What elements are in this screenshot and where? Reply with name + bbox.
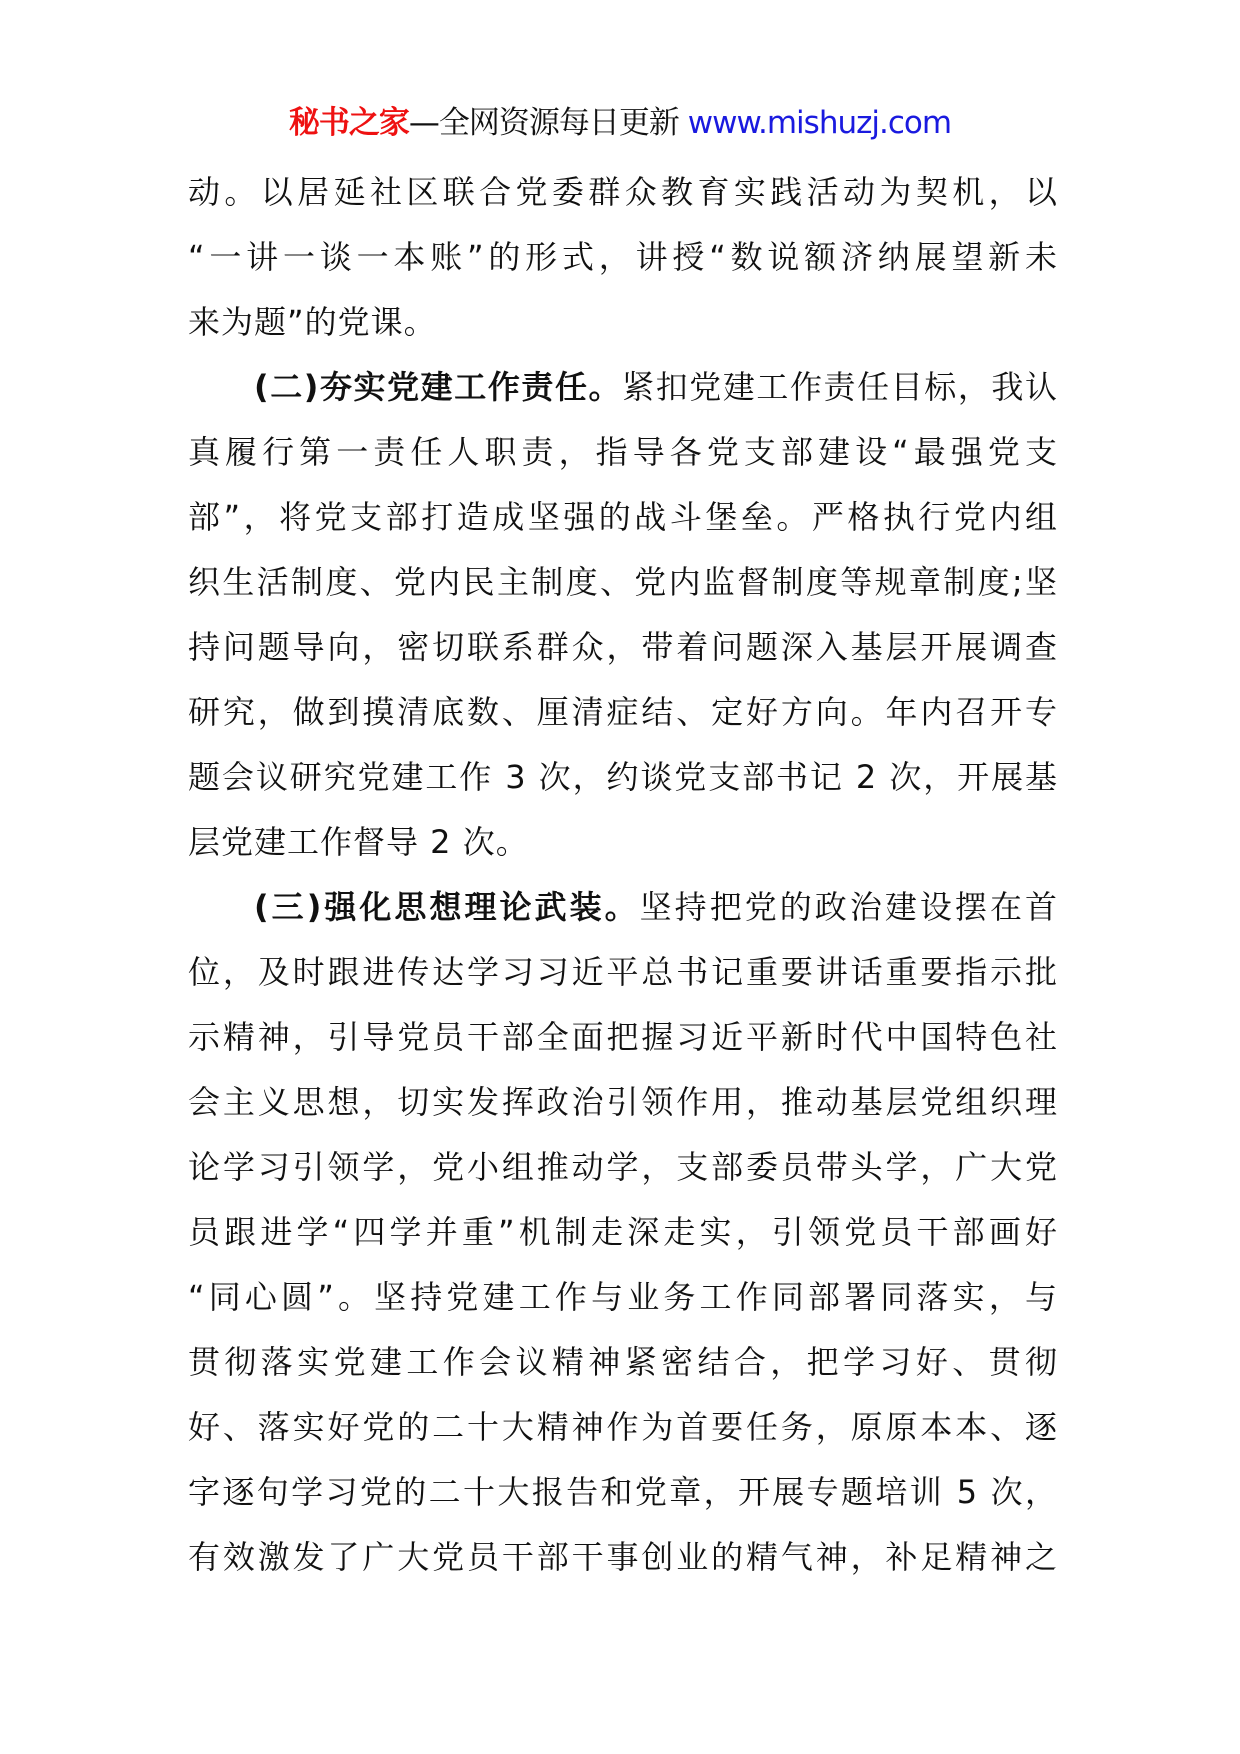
text-line: 部”，将党支部打造成坚强的战斗堡垒。严格执行党内组 [188,498,1058,536]
page-header [0,101,1240,145]
text-line: 持问题导向，密切联系群众，带着问题深入基层开展调查 [188,628,1058,666]
section-heading: (三)强化思想理论武装。 [254,888,640,926]
header-tagline: —全网资源每日更新 [408,105,688,141]
text-line [188,355,1058,420]
header-url-link[interactable]: www.mishuzj.com [687,105,952,141]
text-line: 字逐句学习党的二十大报告和党章，开展专题培训 5 次， [188,1473,1058,1511]
text-line: “一讲一谈一本账”的形式，讲授“数说额济纳展望新未 [188,238,1058,276]
paragraph [188,160,1058,355]
text-line: 织生活制度、党内民主制度、党内监督制度等规章制度;坚 [188,563,1058,601]
text-line: 来为题”的党课。 [188,303,437,341]
text-line: 论学习引领学，党小组推动学，支部委员带头学，广大党 [188,1148,1058,1186]
text-run: 坚持把党的政治建设摆在首 [639,888,1058,926]
text-line: 层党建工作督导 2 次。 [188,823,529,861]
text-line: 有效激发了广大党员干部干事创业的精气神，补足精神之 [188,1538,1058,1576]
paragraph [188,355,1058,875]
text-line: 贯彻落实党建工作会议精神紧密结合，把学习好、贯彻 [188,1343,1058,1381]
header-brand: 秘书之家 [288,105,409,141]
text-line: 位，及时跟进传达学习习近平总书记重要讲话重要指示批 [188,953,1058,991]
paragraph [188,875,1058,1590]
text-line: 真履行第一责任人职责，指导各党支部建设“最强党支 [188,433,1058,471]
section-heading: (二)夯实党建工作责任。 [254,368,623,406]
text-line: 员跟进学“四学并重”机制走深走实，引领党员干部画好 [188,1213,1058,1251]
text-run: 紧扣党建工作责任目标，我认 [622,368,1058,406]
document-body [188,160,1058,1590]
text-line: “同心圆”。坚持党建工作与业务工作同部署同落实，与 [188,1278,1058,1316]
text-line: 好、落实好党的二十大精神作为首要任务，原原本本、逐 [188,1408,1058,1446]
text-line [188,875,1058,940]
text-line: 动。以居延社区联合党委群众教育实践活动为契机，以 [188,173,1058,211]
text-line: 示精神，引导党员干部全面把握习近平新时代中国特色社 [188,1018,1058,1056]
text-line: 研究，做到摸清底数、厘清症结、定好方向。年内召开专 [188,693,1058,731]
text-line: 题会议研究党建工作 3 次，约谈党支部书记 2 次，开展基 [188,758,1058,796]
text-line: 会主义思想，切实发挥政治引领作用，推动基层党组织理 [188,1083,1058,1121]
